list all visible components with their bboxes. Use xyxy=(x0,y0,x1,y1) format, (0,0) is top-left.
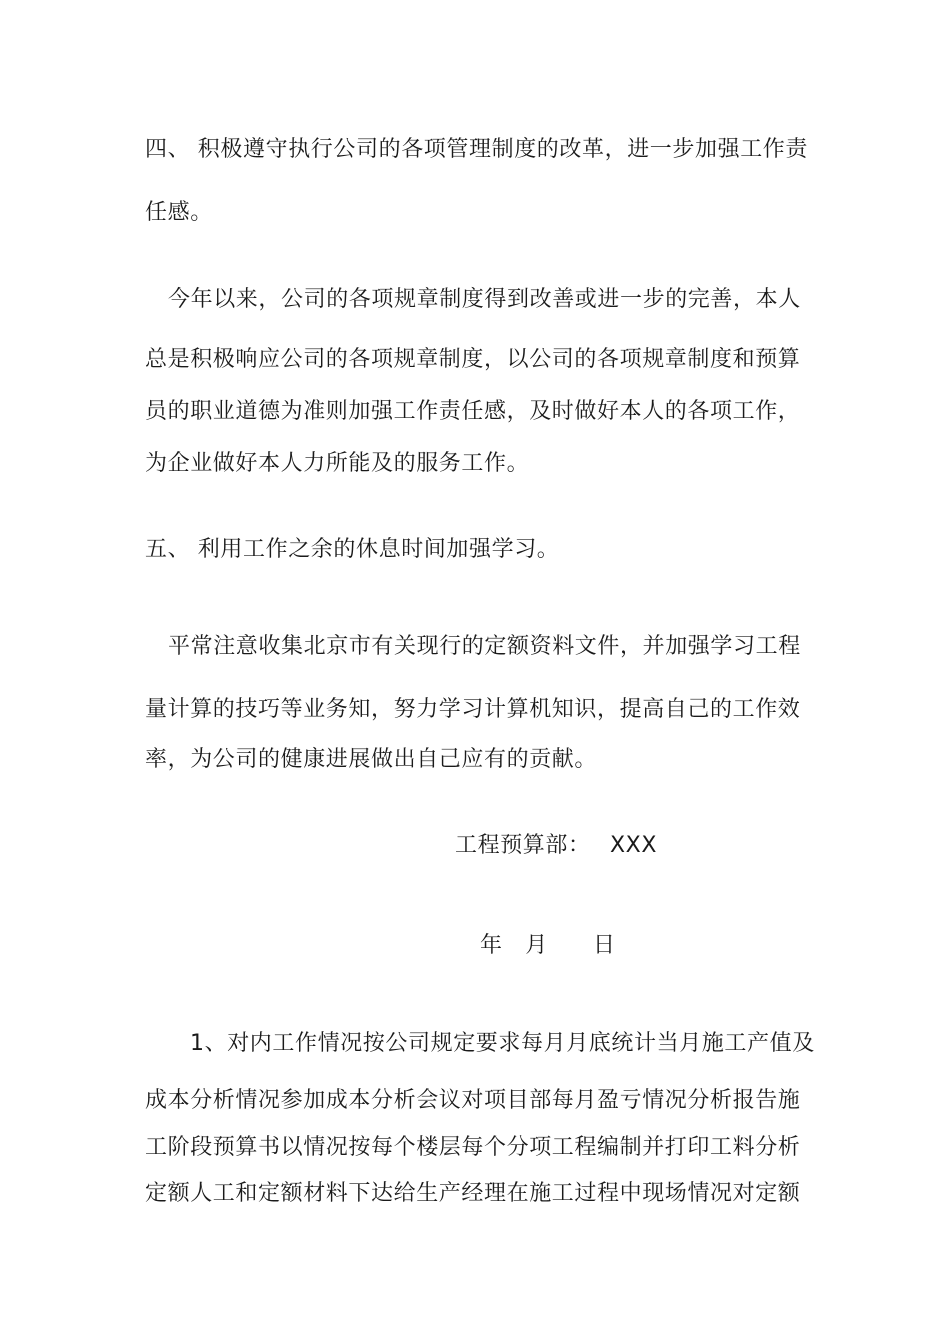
section4-paragraph-line: 为企业做好本人力所能及的服务工作。 xyxy=(145,451,530,476)
section5-paragraph-line: 平常注意收集北京市有关现行的定额资料文件，并加强学习工程 xyxy=(168,634,801,659)
section4-heading: 四、 积极遵守执行公司的各项管理制度的改革，进一步加强工作责 xyxy=(145,137,808,162)
item1-line: 定额人工和定额材料下达给生产经理在施工过程中现场情况对定额 xyxy=(145,1181,801,1206)
section4-paragraph-line: 今年以来，公司的各项规章制度得到改善或进一步的完善，本人 xyxy=(168,287,801,312)
section5-heading: 五、 利用工作之余的休息时间加强学习。 xyxy=(145,537,560,562)
section4-heading-cont: 任感。 xyxy=(145,200,213,225)
section5-paragraph-line: 量计算的技巧等业务知，努力学习计算机知识，提高自己的工作效 xyxy=(145,697,801,722)
section4-paragraph-line: 员的职业道德为准则加强工作责任感，及时做好本人的各项工作， xyxy=(145,399,801,424)
signature-date: 年 月 日 xyxy=(480,933,616,958)
item1-line: 成本分析情况参加成本分析会议对项目部每月盈亏情况分析报告施 xyxy=(145,1088,801,1113)
section5-paragraph-line: 率，为公司的健康进展做出自己应有的贡献。 xyxy=(145,747,598,772)
section4-paragraph-line: 总是积极响应公司的各项规章制度，以公司的各项规章制度和预算 xyxy=(145,347,801,372)
signature-name: XXX xyxy=(610,833,658,858)
item1-line: 1、对内工作情况按公司规定要求每月月底统计当月施工产值及 xyxy=(190,1031,815,1056)
item1-line: 工阶段预算书以情况按每个楼层每个分项工程编制并打印工料分析 xyxy=(145,1135,801,1160)
signature-department: 工程预算部： xyxy=(455,833,591,858)
